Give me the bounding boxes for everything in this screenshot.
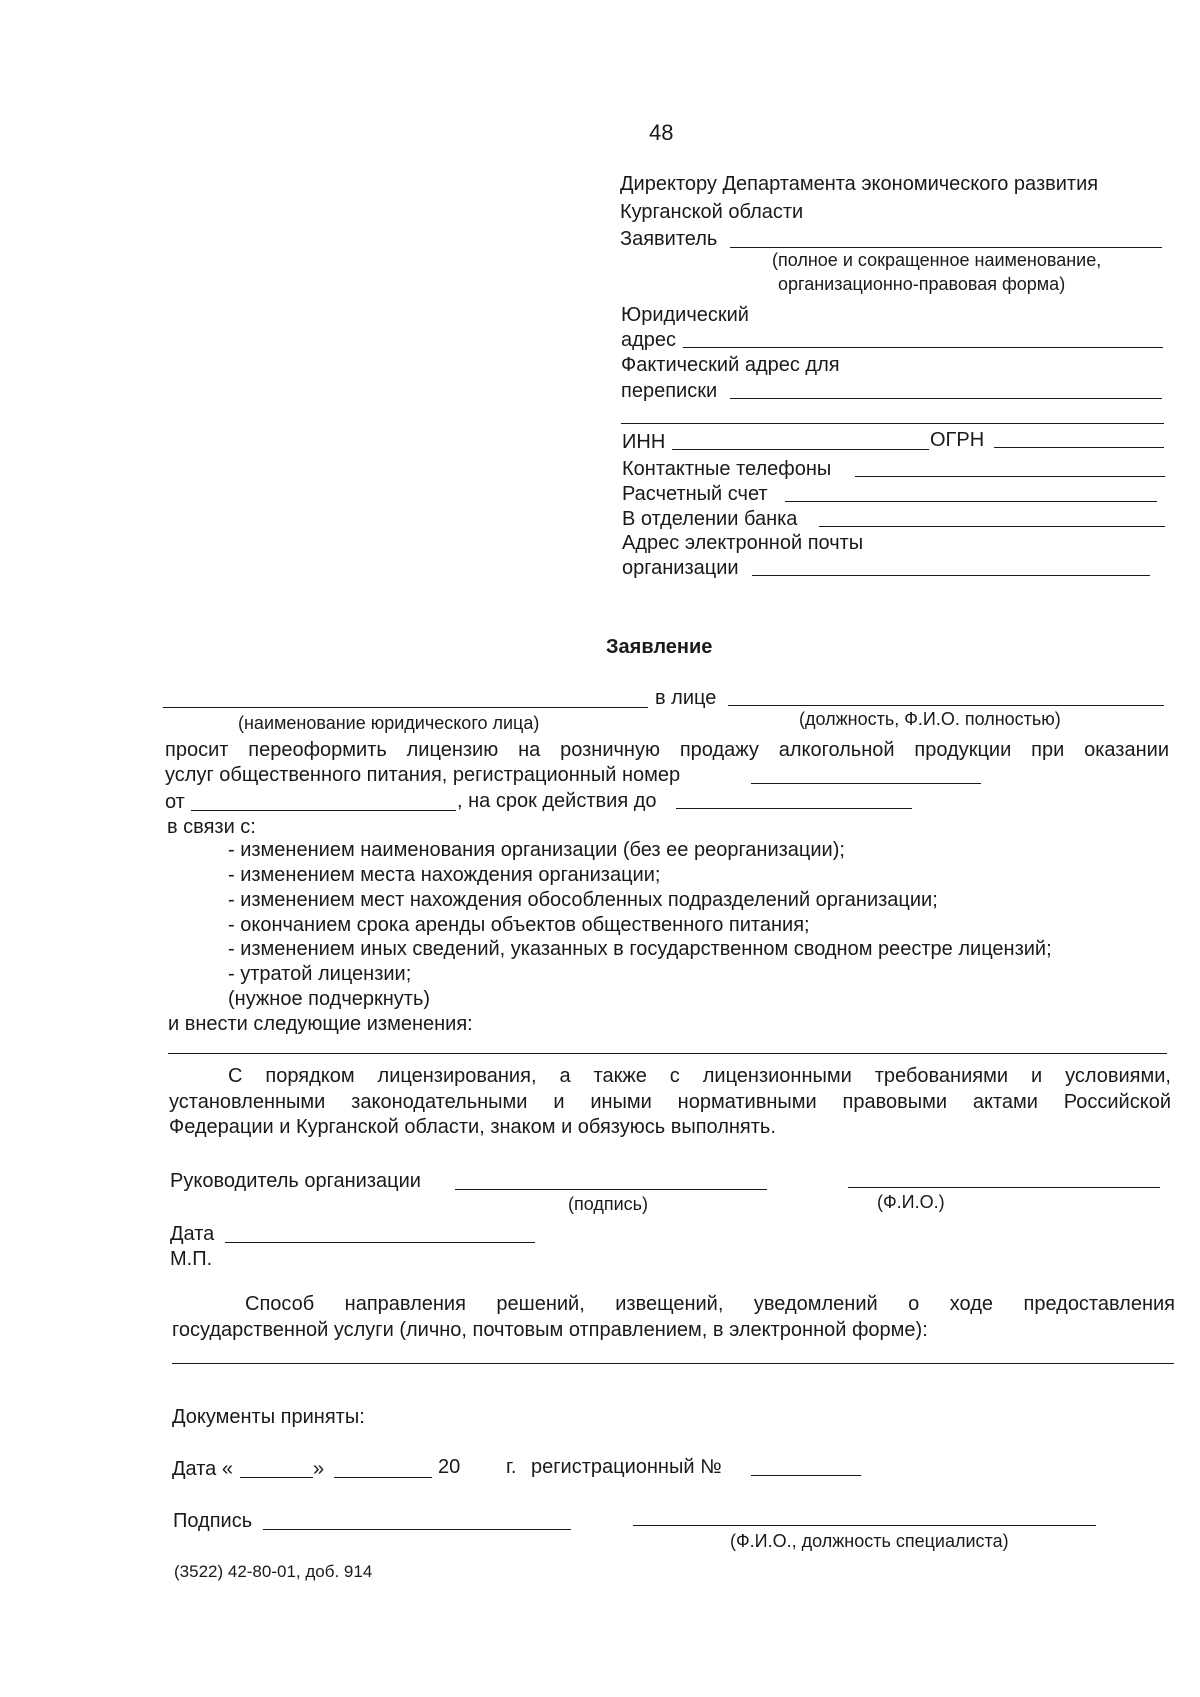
page-number: 48 [649,120,674,145]
addressee-line-2: Курганской области [620,201,804,223]
phones-label: Контактные телефоны [622,458,832,480]
delivery-field[interactable] [172,1363,1174,1364]
date-label: Дата [170,1223,215,1245]
account-field[interactable] [785,501,1157,502]
legal-address-label-1: Юридический [621,304,749,326]
changes-label: и внести следующие изменения: [168,1013,473,1035]
from-date-field[interactable] [191,810,456,811]
reg-number-label: регистрационный № [531,1456,722,1478]
head-label: Руководитель организации [170,1170,421,1192]
email-label-1: Адрес электронной почты [622,532,864,554]
delivery-line-2: государственной услуги (лично, почтовым отправлением, в электронной форме): [172,1319,928,1341]
agreement-line-2: установленными законодательными и иными нормативными правовыми актами Российской [169,1091,1171,1113]
reason-item: - изменением места нахождения организации; [228,864,661,886]
legal-entity-field[interactable] [163,707,648,708]
signature-hint: (подпись) [568,1194,649,1214]
position-hint: (должность, Ф.И.О. полностью) [799,709,1061,729]
ogrn-label: ОГРН [930,429,985,451]
term-date-field[interactable] [676,808,912,809]
actual-address-field-2[interactable] [621,423,1164,424]
underline-note: (нужное подчеркнуть) [228,988,431,1010]
inn-field[interactable] [672,449,929,450]
reason-item: - изменением мест нахождения обособленных подразделений организации; [228,889,938,911]
agreement-line-1: С порядком лицензирования, а также с лицензионными требованиями и условиями, [228,1065,1171,1087]
accept-date-label: Дата « [172,1458,233,1480]
actual-address-label-2: переписки [621,380,718,402]
in-person-label: в лице [655,687,717,709]
actual-address-label-1: Фактический адрес для [621,354,840,376]
account-label: Расчетный счет [622,483,768,505]
from-label: от [165,791,185,813]
bank-field[interactable] [819,526,1165,527]
delivery-line-1: Способ направления решений, извещений, уведомлений о ходе предоставления [245,1293,1175,1315]
changes-field[interactable] [168,1053,1167,1054]
request-line-1: просит переоформить лицензию на розничную продажу алкогольной продукции при оказании [165,739,1169,761]
accept-year-suffix: г. [506,1456,517,1478]
phones-field[interactable] [855,476,1165,477]
term-label: , на срок действия до [457,790,657,812]
accept-year-label: 20 [438,1456,461,1478]
accept-date-close: » [313,1458,325,1480]
applicant-field[interactable] [730,247,1162,248]
accept-sign-label: Подпись [173,1510,253,1532]
specialist-field[interactable] [633,1525,1096,1526]
head-fio-field[interactable] [848,1187,1160,1188]
accept-sign-field[interactable] [263,1529,571,1530]
document-title: Заявление [606,636,713,658]
registration-number-field[interactable] [751,783,981,784]
reason-item: - изменением иных сведений, указанных в государственном сводном реестре лицензий; [228,938,1052,960]
applicant-label: Заявитель [620,228,718,250]
legal-address-label-2: адрес [621,329,677,351]
reason-item: - утратой лицензии; [228,963,412,985]
inn-label: ИНН [622,431,666,453]
specialist-hint: (Ф.И.О., должность специалиста) [730,1531,1009,1551]
accepted-label: Документы приняты: [172,1406,365,1428]
head-signature-field[interactable] [455,1189,767,1190]
reason-item: - окончанием срока аренды объектов общественного питания; [228,914,810,936]
ogrn-field[interactable] [994,447,1164,448]
fio-hint: (Ф.И.О.) [877,1192,945,1212]
addressee-line-1: Директору Департамента экономического развития [620,173,1099,195]
email-field[interactable] [752,575,1150,576]
reason-item: - изменением наименования организации (без ее реорганизации); [228,839,845,861]
agreement-line-3: Федерации и Курганской области, знаком и обязуюсь выполнять. [169,1116,776,1138]
applicant-hint-1: (полное и сокращенное наименование, [772,250,1102,270]
date-field[interactable] [225,1242,535,1243]
reg-number-field[interactable] [751,1475,861,1476]
due-to-label: в связи с: [167,816,256,838]
contact-phone: (3522) 42-80-01, доб. 914 [174,1562,373,1581]
accept-month-field[interactable] [334,1477,432,1478]
email-label-2: организации [622,557,739,579]
stamp-label: М.П. [170,1248,213,1270]
position-field[interactable] [728,705,1164,706]
bank-label: В отделении банка [622,508,798,530]
accept-day-field[interactable] [240,1477,313,1478]
actual-address-field[interactable] [730,398,1162,399]
applicant-hint-2: организационно-правовая форма) [778,274,1066,294]
legal-address-field[interactable] [683,347,1163,348]
legal-entity-hint: (наименование юридического лица) [238,713,540,733]
request-line-2: услуг общественного питания, регистрационный номер [165,764,681,786]
